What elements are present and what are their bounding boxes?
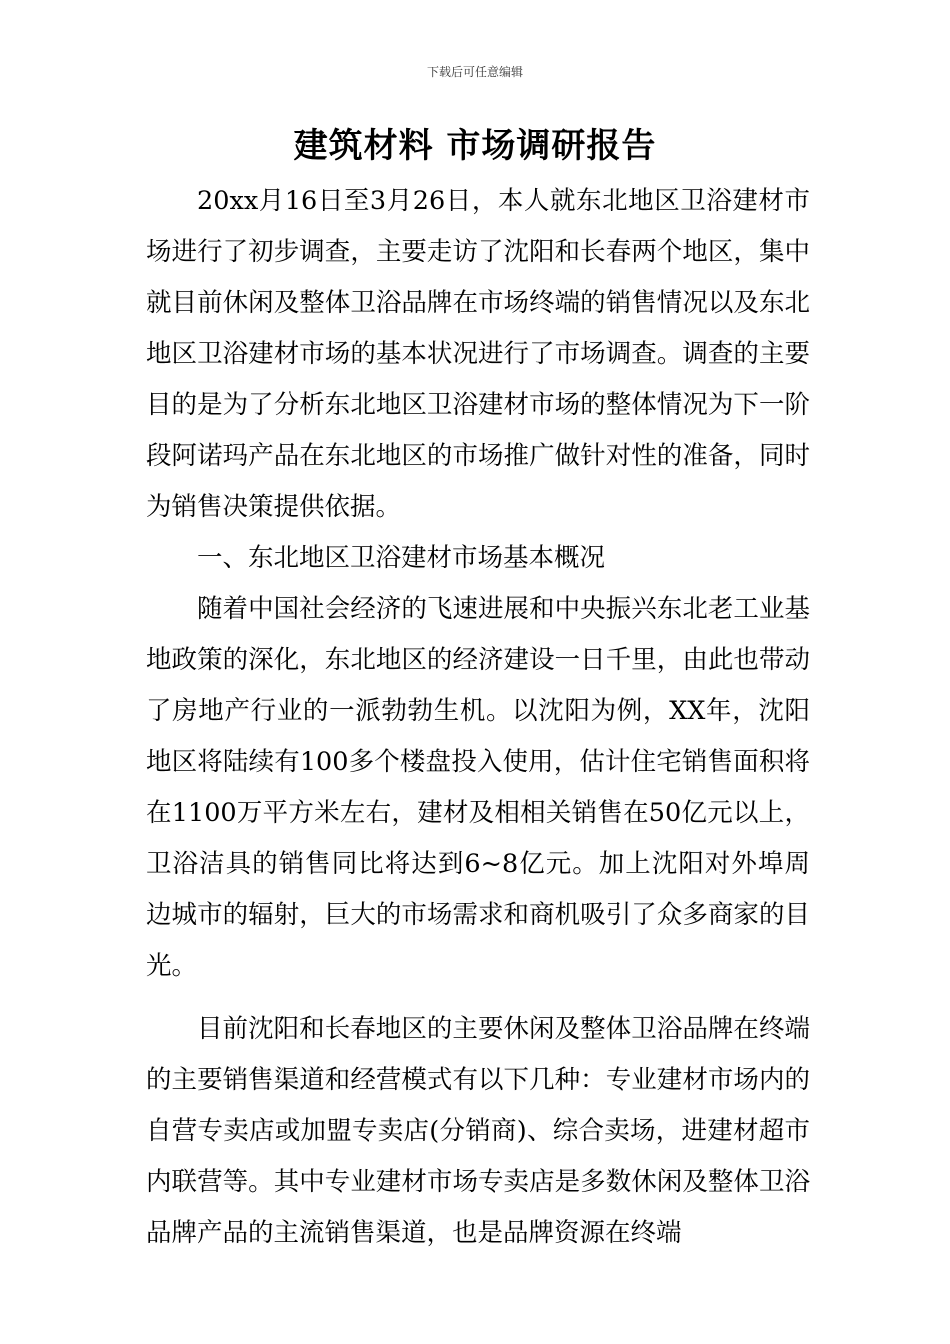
- paragraph-overview: 随着中国社会经济的飞速进展和中央振兴东北老工业基地政策的深化，东北地区的经济建设一日千里，由此也带动了房地产行业的一派勃勃生机。以沈阳为例，XX年，沈阳地区将陆续有100多个楼盘投入使用，估计住宅销售面积将在1100万平方米左右，建材及相相关销售在50亿元以上，卫浴洁具的销售同比将达到6~8亿元。加上沈阳对外埠周边城市的辐射，巨大的市场需求和商机吸引了众多商家的目光。: [146, 594, 810, 981]
- document-title: 建筑材料 市场调研报告: [293, 126, 657, 166]
- paragraph-channels: 目前沈阳和长春地区的主要休闲及整体卫浴品牌在终端的主要销售渠道和经营模式有以下几种：专业建材市场内的自营专卖店或加盟专卖店(分销商)、综合卖场，进建材超市内联营等。其中专业建材市场专卖店是多数休闲及整体卫浴品牌产品的主流销售渠道，也是品牌资源在终端: [146, 1014, 810, 1248]
- paragraph-intro: 20xx月16日至3月26日，本人就东北地区卫浴建材市场进行了初步调查，主要走访了沈阳和长春两个地区，集中就目前休闲及整体卫浴品牌在市场终端的销售情况以及东北地区卫浴建材市场的基本状况进行了市场调查。调查的主要目的是为了分析东北地区卫浴建材市场的整体情况为下一阶段阿诺玛产品在东北地区的市场推广做针对性的准备，同时为销售决策提供依据。: [146, 186, 810, 522]
- header-note: 下载后可任意编辑: [426, 65, 523, 79]
- section-heading: 一、东北地区卫浴建材市场基本概况: [197, 543, 606, 573]
- document-body: [146, 176, 810, 1259]
